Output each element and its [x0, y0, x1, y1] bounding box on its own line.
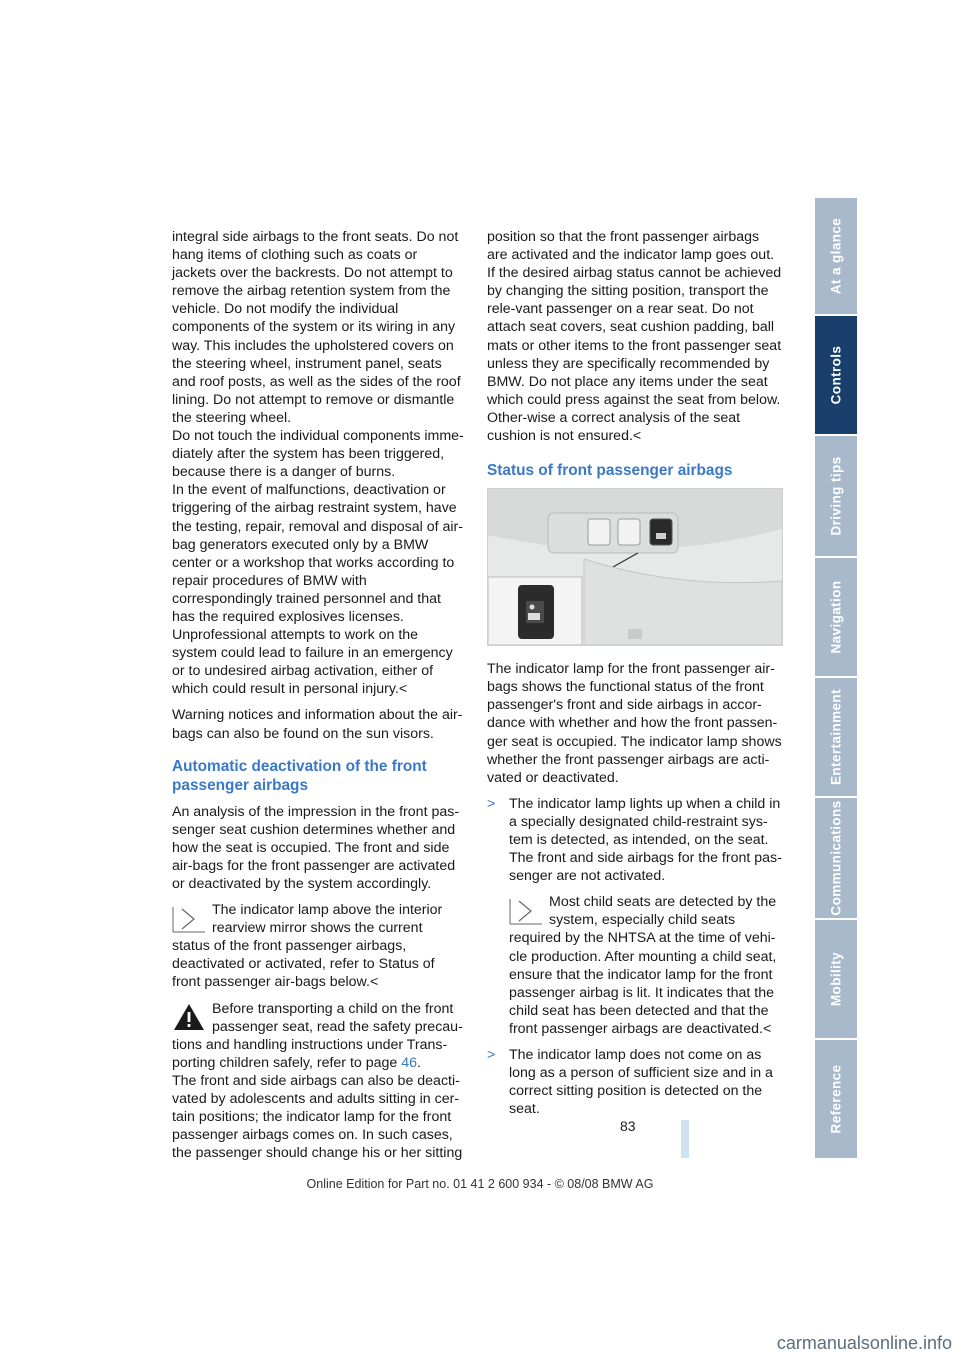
section-heading: Status of front passenger airbags — [487, 462, 733, 480]
tab-navigation[interactable]: Navigation — [815, 558, 857, 678]
end-mark: < — [369, 974, 379, 991]
end-mark: < — [762, 1020, 772, 1037]
tab-entertainment[interactable]: Entertainment — [815, 678, 857, 798]
overhead-console-illustration — [488, 489, 782, 645]
warning-paragraph: Before transporting a child on the front passenger seat, read the safety precau-tions and handling instructions under Trans-porting children safely, refer to page 46. — [172, 1000, 463, 1071]
left-column — [172, 228, 464, 1162]
tab-communications[interactable]: Communications — [815, 798, 857, 920]
paragraph: Do not touch the individual components imme-diately after the system has been triggered, because there is a danger of burns. — [172, 428, 464, 481]
tab-reference[interactable]: Reference — [815, 1040, 857, 1160]
paragraph: position so that the front passenger airbags are activated and the indicator lamp goes out. If the desired airbag status cannot be achieved by changing the sitting position, transport the rele-vant passenger on a rear seat. Do not attach seat covers, seat cushion padding, ball mats or other items to the front passenger seat unless they are specifically recommended by BMW. Do not place any items under the seat which could press against the seat from below. Other-wise a correct analysis of the seat cushion is not ensured.< — [487, 229, 782, 445]
end-mark: < — [632, 428, 642, 445]
paragraph: An analysis of the impression in the front pas-senger seat cushion determines whether and how the seat is occupied. The front and side air-bags for the front passenger are activated or deactivated by the system accordingly. — [172, 803, 460, 892]
bullet-marker: > — [487, 795, 496, 812]
paragraph: The front and side airbags can also be deacti-vated by adolescents and adults sitting in cer-tain positions; the indicator lamp for the front passenger airbags comes on. In such cases, the passenger should change his or her sitting — [172, 1072, 463, 1162]
page-marker-bar — [681, 1120, 689, 1158]
page-link[interactable]: 46 — [401, 1054, 418, 1071]
tab-mobility[interactable]: Mobility — [815, 920, 857, 1040]
warning-icon — [172, 1002, 206, 1032]
paragraph: In the event of malfunctions, deactivation or triggering of the airbag restraint system, have the testing, repair, removal and disposal of air-bag generators executed only by a BMW center or a workshop that works according to repair procedures of BMW with correspondingly trained personnel and that has the required explosives licenses. Unprofessional attempts to work on the system could lead to failure in an emergency or to undesired airbag activation, either of which could result in personal injury.< — [172, 482, 463, 698]
bullet-item: > The indicator lamp lights up when a child in a specially designated child-restraint sys-tem is detected, as intended, on the seat. The front and side airbags for the front pas-senger are not activated. — [487, 795, 782, 885]
tab-driving-tips[interactable]: Driving tips — [815, 436, 857, 558]
paragraph: The indicator lamp for the front passenger air-bags shows the functional status of the front passenger's front and side airbags in accor-dance with whether and how the front passen-ger seat is occupied. The indicator lamp shows whether the front passenger airbags are acti-vated or deactivated. — [487, 661, 782, 786]
bullet-marker: > — [487, 1047, 496, 1063]
note-icon — [509, 895, 543, 925]
bullet-item: > The indicator lamp does not come on as long as a person of sufficient size and in a correct sitting position is detected on the seat. — [487, 1047, 773, 1118]
right-column — [487, 228, 783, 1126]
note-paragraph: The indicator lamp above the interior rearview mirror shows the current status of the front passenger airbags, deactivated or activated, refer to Status of front passenger air-bags below.< — [172, 902, 443, 991]
paragraph: Warning notices and information about the air-bags can also be found on the sun visors. — [172, 707, 463, 742]
tab-at-a-glance[interactable]: At a glance — [815, 198, 857, 316]
end-mark: < — [398, 681, 408, 698]
footer-text: Online Edition for Part no. 01 41 2 600 934 - © 08/08 BMW AG — [306, 1177, 654, 1191]
paragraph: integral side airbags to the front seats. Do not hang items of clothing such as coats or jackets over the backrests. Do not attempt to remove the airbag retention system from the vehicle. Do not modify the individual components of the system or its wiring in any way. This includes the upholstered covers on the steering wheel, instrument panel, seats and roof posts, as well as the sides of the roof lining. Do not attempt to remove or dismantle the steering wheel. — [172, 229, 461, 426]
note-icon — [172, 903, 206, 933]
bullet-note: Most child seats are detected by the system, especially child seats required by the NHTSA at the time of vehi-cle production. After mounting a child seat, ensure that the indicator lamp for the front passenger airbag is lit. It indicates that the child seat has been detected and that the front passenger airbags are deactivated.< — [509, 894, 777, 1037]
chapter-sidebar — [815, 198, 857, 1160]
indicator-lamp-figure — [487, 488, 783, 646]
page-number: 83 — [620, 1118, 636, 1134]
watermark: carmanualsonline.info — [776, 1333, 952, 1353]
tab-controls[interactable]: Controls — [815, 316, 857, 436]
section-heading: Automatic deactivation of the front passenger airbags — [172, 757, 427, 794]
